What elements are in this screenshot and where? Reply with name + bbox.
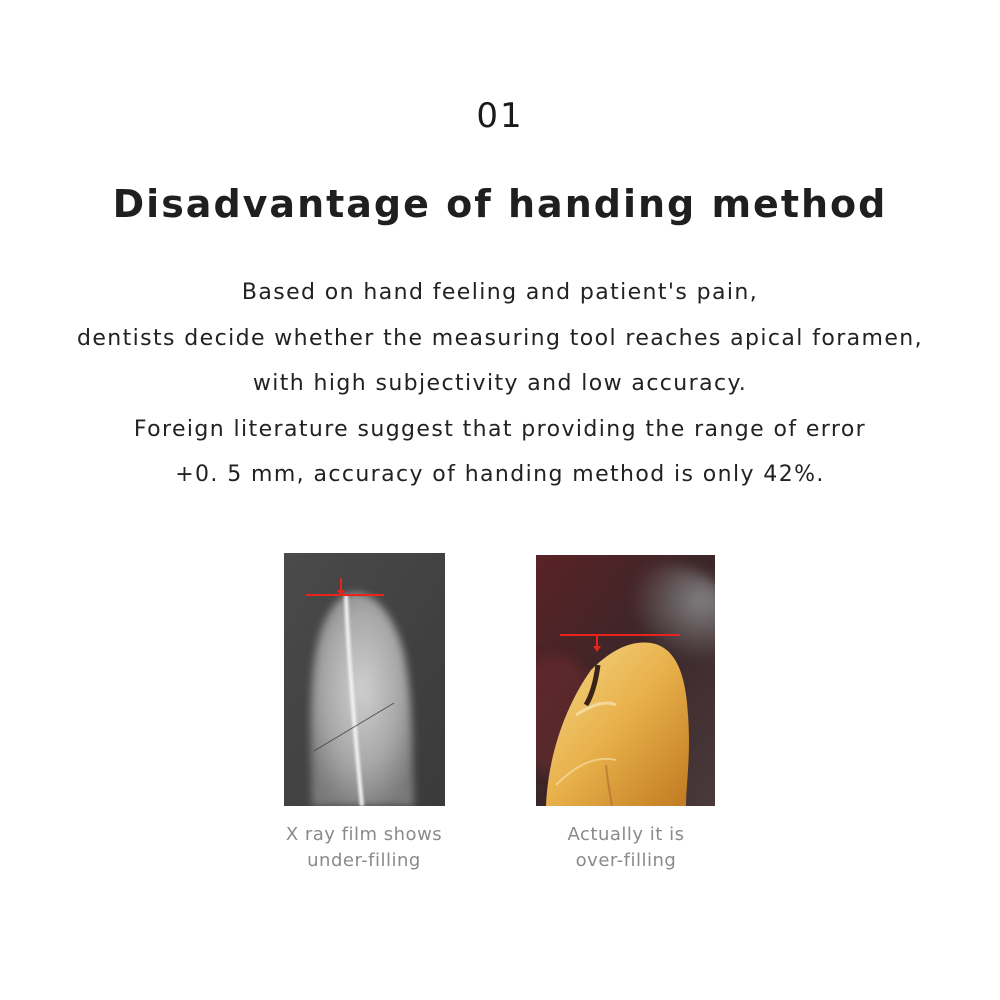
section-number: 01 <box>476 96 524 136</box>
tooth-photo-image <box>536 555 715 806</box>
caption-line: Actually it is <box>567 824 685 845</box>
photo-caption <box>526 822 726 874</box>
description-line: Based on hand feeling and patient's pain, <box>241 280 759 305</box>
description-line: Foreign literature suggest that providing the range of error <box>133 416 867 442</box>
description-paragraph <box>20 270 980 498</box>
caption-line: under-filling <box>307 850 421 871</box>
description-line: +0. 5 mm, accuracy of handing method is only 42%. <box>175 462 825 487</box>
description-line: dentists decide whether the measuring tool reaches apical foramen, <box>76 325 924 351</box>
xray-caption <box>264 822 464 874</box>
description-line: with high subjectivity and low accuracy. <box>252 371 748 396</box>
xray-film-image <box>284 553 445 806</box>
caption-line: over-filling <box>575 850 677 871</box>
page-title: Disadvantage of handing method <box>112 182 888 226</box>
caption-line: X ray film shows <box>285 824 443 845</box>
